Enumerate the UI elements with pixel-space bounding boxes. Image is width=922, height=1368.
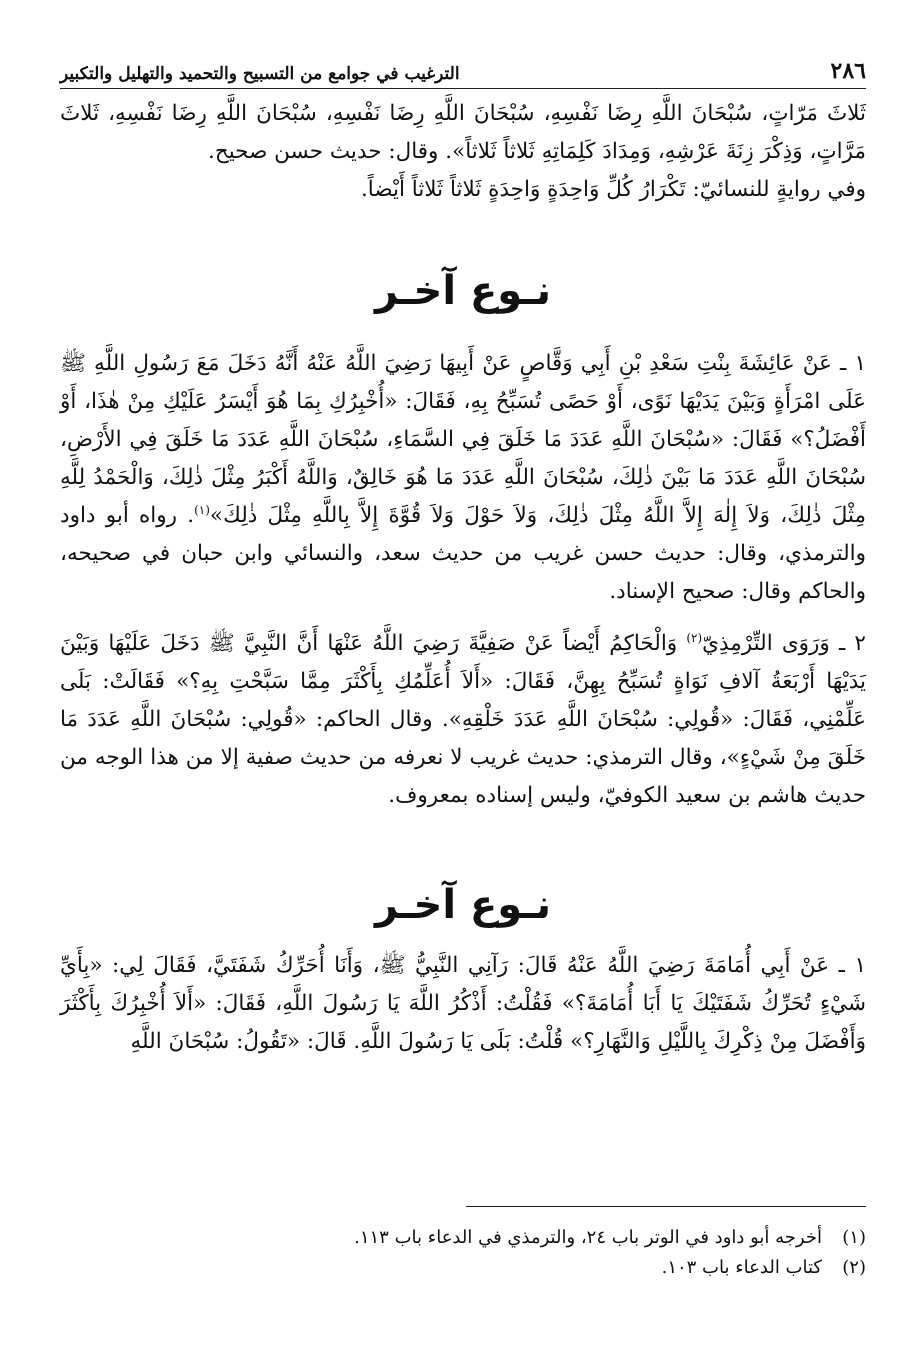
hadith-text: ١ ـ عَنْ عَائِشَةَ بِنْتِ سَعْدِ بْنِ أَبِي وَقَّاصٍ عَنْ أَبِيهَا رَضِيَ اللَّهُ عَنْهُ أَنَّهُ دَخَلَ مَعَ رَسُولِ اللَّهِ ﷺ عَلَى امْرَأَةٍ وَبَيْنَ يَدَيْهَا نَوًى، أَوْ حَصًى تُسَبِّحُ بِهِ، فَقَالَ: «أُخْبِرُكِ بِمَا هُوَ أَيْسَرُ عَلَيْكِ مِنْ هٰذَا، أَوْ أَفْضَلُ؟» فَقَالَ: «سُبْحَانَ اللَّهِ عَدَدَ مَا خَلَقَ فِي السَّمَاءِ، سُبْحَانَ اللَّهِ عَدَدَ مَا خَلَقَ فِي الأَرْضِ، سُبْحَانَ اللَّهِ عَدَدَ مَا بَيْنَ ذٰلِكَ، سُبْحَانَ اللَّهِ عَدَدَ مَا هُوَ خَالِقٌ، وَاللَّهُ أَكْبَرُ مِثْلَ ذٰلِكَ، وَالْحَمْدُ لِلَّهِ مِثْلَ ذٰلِكَ، وَلاَ إِلٰهَ إِلاَّ اللَّهُ مِثْلَ ذٰلِكَ، وَلاَ حَوْلَ وَلاَ قُوَّةَ إِلاَّ بِاللَّهِ مِثْلَ ذٰلِكَ» — [60, 351, 866, 528]
hadith-text: وَالْحَاكِمُ أَيْضاً عَنْ صَفِيَّةَ رَضِيَ اللَّهُ عَنْهَا أَنَّ النَّبِيَّ ﷺ دَخَلَ عَلَيْهَا وَبَيْنَ يَدَيْهَا أَرْبَعَةُ آلافِ نَوَاةٍ تُسَبِّحُ بِهِنَّ، فَقَالَ: «أَلاَ أُعَلِّمُكِ بِأَكْثَرَ مِمَّا سَبَّحْتِ بِهِ؟» فَقَالَتْ: بَلَى عَلِّمْنِي، فَقَالَ: «قُولِي: سُبْحَانَ اللَّهِ عَدَدَ خَلْقِهِ». وقال الحاكم: «قُولِي: سُبْحَانَ اللَّهِ عَدَدَ مَا خَلَقَ مِنْ شَيْءٍ»، وقال الترمذي: حديث غريب لا نعرفه من حديث صفية إلا من هذا الوجه من حديث هاشم بن سعيد الكوفيّ، وليس إسناده بمعروف. — [60, 631, 866, 808]
intro-block — [60, 95, 866, 209]
hadith-intro: ٢ ـ وَرَوَى التِّرْمِذِيّ — [702, 631, 866, 656]
footnote-text: كتاب الدعاء باب ١٠٣. — [661, 1257, 822, 1278]
running-title: الترغيب في جوامع من التسبيح والتحميد والتهليل والتكبير — [60, 64, 460, 84]
footnote-divider — [466, 1206, 866, 1207]
footnote-marker: (١) — [842, 1227, 866, 1248]
section-heading-1: نـوع آخـر — [374, 268, 552, 314]
page-number: ٢٨٦ — [830, 58, 866, 84]
footnote-1 — [60, 1223, 866, 1253]
footnote-ref-1[interactable]: (١) — [194, 502, 210, 517]
hadith-2-1: ١ ـ عَنْ أَبِي أُمَامَةَ رَضِيَ اللَّهُ عَنْهُ قَالَ: رَآنِي النَّبِيُّ ﷺ، وَأَنَا أُحَرِّكُ شَفَتَيَّ، فَقَالَ لِي: «بِأَيِّ شَيْءٍ تُحَرِّكُ شَفَتَيْكَ يَا أَبَا أُمَامَةَ؟» فَقُلْتُ: أَذْكُرُ اللَّهَ يَا رَسُولَ اللَّهِ، فَقَالَ: «أَلاَ أُخْبِرُكَ بِأَكْثَرَ وَأَفْضَلَ مِنْ ذِكْرِكَ بِاللَّيْلِ وَالنَّهَارِ؟» قُلْتُ: بَلَى يَا رَسُولَ اللَّهِ. قَالَ: «تَقُولُ: سُبْحَانَ اللَّهِ — [60, 953, 866, 1054]
section-heading-2: نـوع آخـر — [374, 882, 552, 928]
footnote-marker: (٢) — [842, 1257, 866, 1278]
section-2-body — [60, 947, 866, 1061]
footnote-ref-2[interactable]: (٢) — [686, 630, 703, 645]
page-header — [60, 58, 866, 89]
section-1-body — [60, 345, 866, 815]
hadith-1-1 — [60, 345, 866, 611]
footnote-2 — [60, 1253, 866, 1283]
hadith-1-2 — [60, 625, 866, 815]
footnotes — [60, 1223, 866, 1283]
intro-paragraph: ثَلاثَ مَرّاتٍ، سُبْحَانَ اللَّهِ رِضَا نَفْسِهِ، سُبْحَانَ اللَّهِ رِضَا نَفْسِهِ، سُبْحَانَ اللَّهِ رِضَا نَفْسِهِ، ثَلاثَ مَرَّاتٍ، وَذِكْرَ زِنَةَ عَرْشِهِ، وَمِدَادَ كَلِمَاتِهِ ثَلاثاً ثَلاثاً». وقال: حديث حسن صحيح. — [60, 101, 866, 164]
book-page — [60, 58, 866, 1348]
hadith-grading: . رواه أبو داود والترمذي، وقال: حديث حسن غريب من حديث سعد، والنسائي وابن حبان في صحيحه، والحاكم وقال: صحيح الإسناد. — [60, 503, 866, 604]
footnote-text: أخرجه أبو داود في الوتر باب ٢٤، والترمذي في الدعاء باب ١١٣. — [354, 1227, 822, 1248]
nasai-narration: وفي روايةٍ للنسائيّ: تَكْرَارُ كُلِّ وَاحِدَةٍ وَاحِدَةٍ ثَلاثاً ثَلاثاً أَيْضاً. — [360, 177, 866, 202]
